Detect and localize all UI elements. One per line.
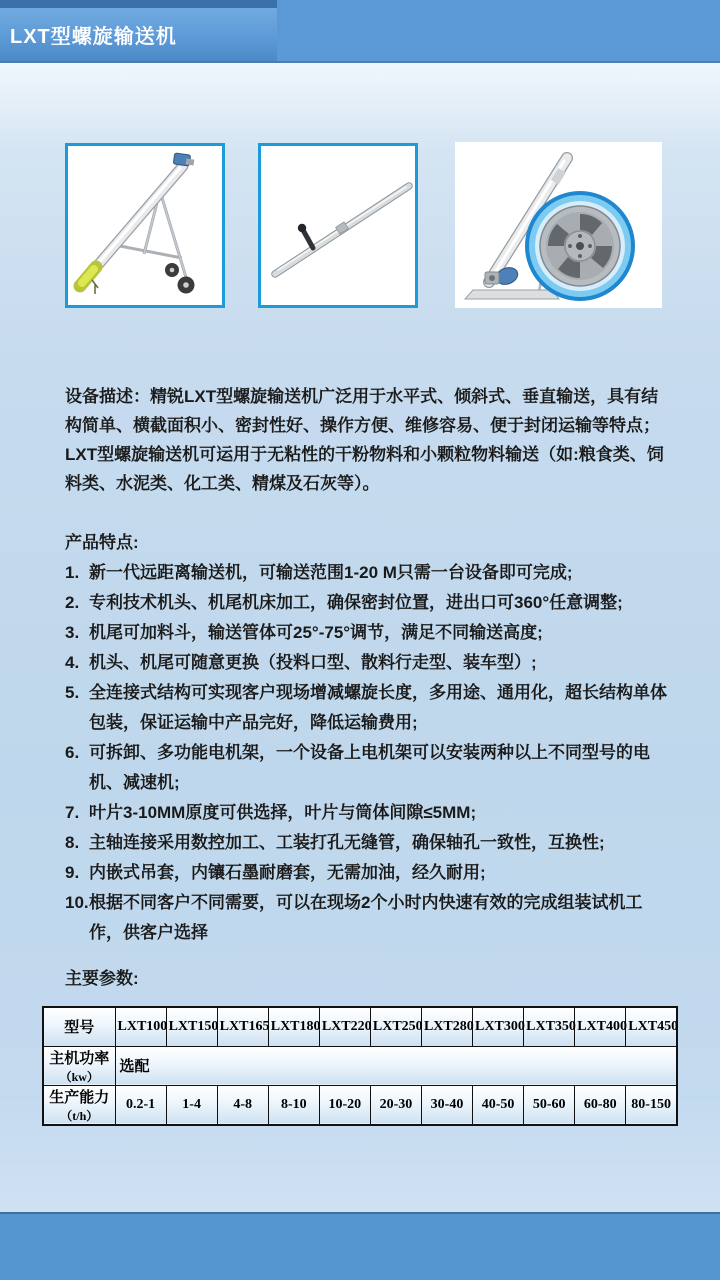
feature-number: 2. — [65, 593, 80, 612]
power-header-cell — [43, 1046, 115, 1085]
page-header — [0, 0, 720, 63]
capacity-cell: 60-80 — [575, 1085, 626, 1125]
feature-text: 新一代远距离输送机，可输送范围1-20 M只需一台设备即可完成; — [89, 563, 573, 582]
capacity-cell: 50-60 — [524, 1085, 575, 1125]
feature-item — [65, 738, 675, 798]
model-cell: LXT450 — [626, 1007, 677, 1046]
model-cell: LXT150 — [166, 1007, 217, 1046]
table-row-models — [43, 1007, 677, 1046]
footer-bar — [0, 1212, 720, 1280]
feature-number: 5. — [65, 683, 80, 702]
capacity-cell: 20-30 — [370, 1085, 421, 1125]
feature-item — [65, 588, 675, 618]
page-title: LXT型螺旋输送机 — [10, 26, 177, 48]
feature-text: 专利技术机头、机尾机床加工，确保密封位置，进出口可360°任意调整; — [89, 593, 623, 612]
feature-item — [65, 678, 675, 738]
features-heading: 产品特点: — [65, 533, 139, 552]
model-cell: LXT165 — [217, 1007, 268, 1046]
model-cell: LXT280 — [421, 1007, 472, 1046]
feature-number: 10. — [65, 893, 89, 912]
feature-item — [65, 798, 675, 828]
feature-text: 叶片3-10MM原度可供选择，叶片与筒体间隙≤5MM; — [89, 803, 477, 822]
feature-item — [65, 828, 675, 858]
feature-text: 机头、机尾可随意更换（投料口型、散料行走型、装车型）; — [89, 653, 537, 672]
device-description: 设备描述：精锐LXT型螺旋输送机广泛用于水平式、倾斜式、垂直输送，具有结构简单、横截面积小、密封性好、操作方便、维修容易、便于封闭运输等特点；LXT型螺旋输送机可运用于无粘性的干粉物料和小颗粒物料输送（如:粮食类、饲料类、水泥类、化工类、精煤及石灰等）。 — [65, 387, 664, 493]
capacity-label: 生产能力 — [49, 1088, 110, 1106]
capacity-cell: 10-20 — [319, 1085, 370, 1125]
conveyor-pulley-illustration — [455, 142, 662, 308]
feature-text: 根据不同客户不同需要，可以在现场2个小时内快速有效的完成组装试机工作，供客户选择 — [89, 893, 643, 942]
power-unit: （kw） — [59, 1069, 99, 1084]
capacity-cell: 30-40 — [421, 1085, 472, 1125]
power-value-cell: 选配 — [115, 1046, 677, 1085]
model-header-cell: 型号 — [43, 1007, 115, 1046]
model-cell: LXT180 — [268, 1007, 319, 1046]
parameters-table — [42, 1006, 678, 1126]
capacity-cell: 4-8 — [217, 1085, 268, 1125]
capacity-cell: 0.2-1 — [115, 1085, 166, 1125]
feature-item — [65, 858, 675, 888]
product-photo-conveyor-pulley — [455, 142, 662, 308]
power-label: 主机功率 — [49, 1049, 110, 1067]
feature-number: 4. — [65, 653, 80, 672]
feature-text: 可拆卸、多功能电机架，一个设备上电机架可以安装两种以上不同型号的电机、减速机; — [89, 743, 650, 792]
main-params-heading: 主要参数: — [65, 969, 139, 988]
capacity-cell: 40-50 — [473, 1085, 524, 1125]
header-title-tab — [0, 0, 277, 61]
feature-text: 内嵌式吊套，内镶石墨耐磨套，无需加油，经久耐用; — [89, 863, 486, 882]
model-cell: LXT220 — [319, 1007, 370, 1046]
model-cell: LXT300 — [473, 1007, 524, 1046]
feature-item — [65, 558, 675, 588]
feature-number: 6. — [65, 743, 80, 762]
feature-number: 1. — [65, 563, 80, 582]
feature-text: 主轴连接采用数控加工、工装打孔无缝管，确保轴孔一致性，互换性; — [89, 833, 605, 852]
feature-item — [65, 888, 675, 948]
product-photo-screw-conveyor — [65, 143, 225, 308]
feature-item — [65, 648, 675, 678]
capacity-cell: 80-150 — [626, 1085, 677, 1125]
capacity-cell: 8-10 — [268, 1085, 319, 1125]
model-cell: LXT100 — [115, 1007, 166, 1046]
screw-conveyor-illustration — [68, 146, 222, 305]
table-row-power — [43, 1046, 677, 1085]
feature-number: 3. — [65, 623, 80, 642]
capacity-cell: 1-4 — [166, 1085, 217, 1125]
feature-number: 8. — [65, 833, 80, 852]
capacity-unit: （t/h） — [60, 1108, 99, 1123]
model-cell: LXT350 — [524, 1007, 575, 1046]
feature-item — [65, 618, 675, 648]
feature-text: 机尾可加料斗，输送管体可25°-75°调节，满足不同输送高度; — [89, 623, 543, 642]
product-features — [65, 528, 675, 948]
table-row-capacity — [43, 1085, 677, 1125]
conveyor-tube-illustration — [261, 146, 415, 305]
feature-text: 全连接式结构可实现客户现场增减螺旋长度，多用途、通用化，超长结构单体包装，保证运输中产品完好，降低运输费用; — [89, 683, 667, 732]
product-photo-conveyor-tube — [258, 143, 418, 308]
feature-number: 9. — [65, 863, 80, 882]
model-cell: LXT400 — [575, 1007, 626, 1046]
capacity-header-cell — [43, 1085, 115, 1125]
feature-number: 7. — [65, 803, 80, 822]
model-cell: LXT250 — [370, 1007, 421, 1046]
